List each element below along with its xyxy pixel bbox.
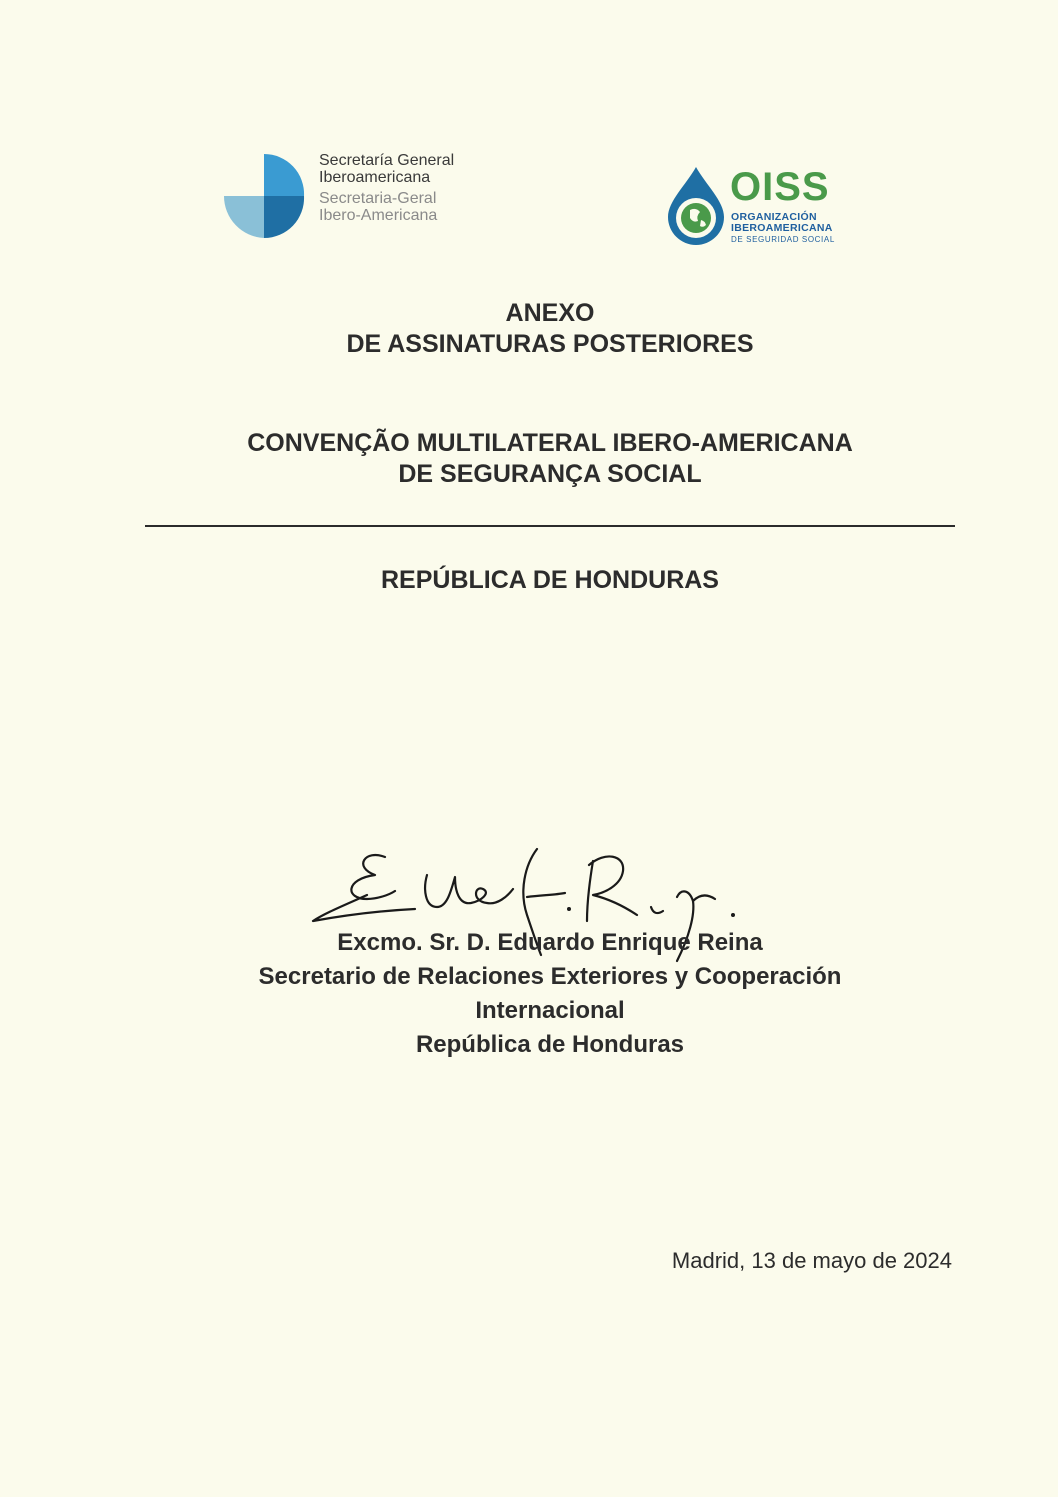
segib-name-pt-1: Secretaria-Geral xyxy=(319,190,437,207)
segib-name-pt-2: Ibero-Americana xyxy=(319,207,438,224)
signer-country: República de Honduras xyxy=(415,1031,685,1058)
segib-emblem-icon xyxy=(224,154,306,240)
signer-title-line-2: Internacional xyxy=(475,997,625,1024)
place-date: Madrid, 13 de mayo de 2024 xyxy=(671,1248,952,1273)
annex-heading-line-2: DE ASSINATURAS POSTERIORES xyxy=(346,330,754,358)
convention-title-line-2: DE SEGURANÇA SOCIAL xyxy=(398,460,702,488)
divider-line xyxy=(145,525,955,527)
signer-title-line-1: Secretario de Relaciones Exteriores y Cooperación xyxy=(258,963,842,990)
segib-logo xyxy=(224,152,484,242)
annex-heading xyxy=(0,298,1058,360)
segib-name-es-2: Iberoamericana xyxy=(319,169,431,186)
convention-title-line-1: CONVENÇÃO MULTILATERAL IBERO-AMERICANA xyxy=(247,429,853,457)
country-heading: REPÚBLICA DE HONDURAS xyxy=(381,566,719,594)
convention-title xyxy=(0,428,1058,490)
oiss-name-line-3: DE SEGURIDAD SOCIAL xyxy=(731,235,835,244)
oiss-name-line-1: ORGANIZACIÓN xyxy=(731,211,817,223)
oiss-acronym: OISS xyxy=(730,165,830,209)
signer-block xyxy=(0,926,1058,1062)
annex-heading-line-1: ANEXO xyxy=(505,299,595,327)
signer-name: Excmo. Sr. D. Eduardo Enrique Reina xyxy=(337,929,763,956)
oiss-logo xyxy=(664,165,854,255)
oiss-name-line-2: IBEROAMERICANA xyxy=(731,222,833,234)
oiss-drop-icon xyxy=(664,165,728,247)
segib-name-es-1: Secretaría General xyxy=(319,152,455,169)
